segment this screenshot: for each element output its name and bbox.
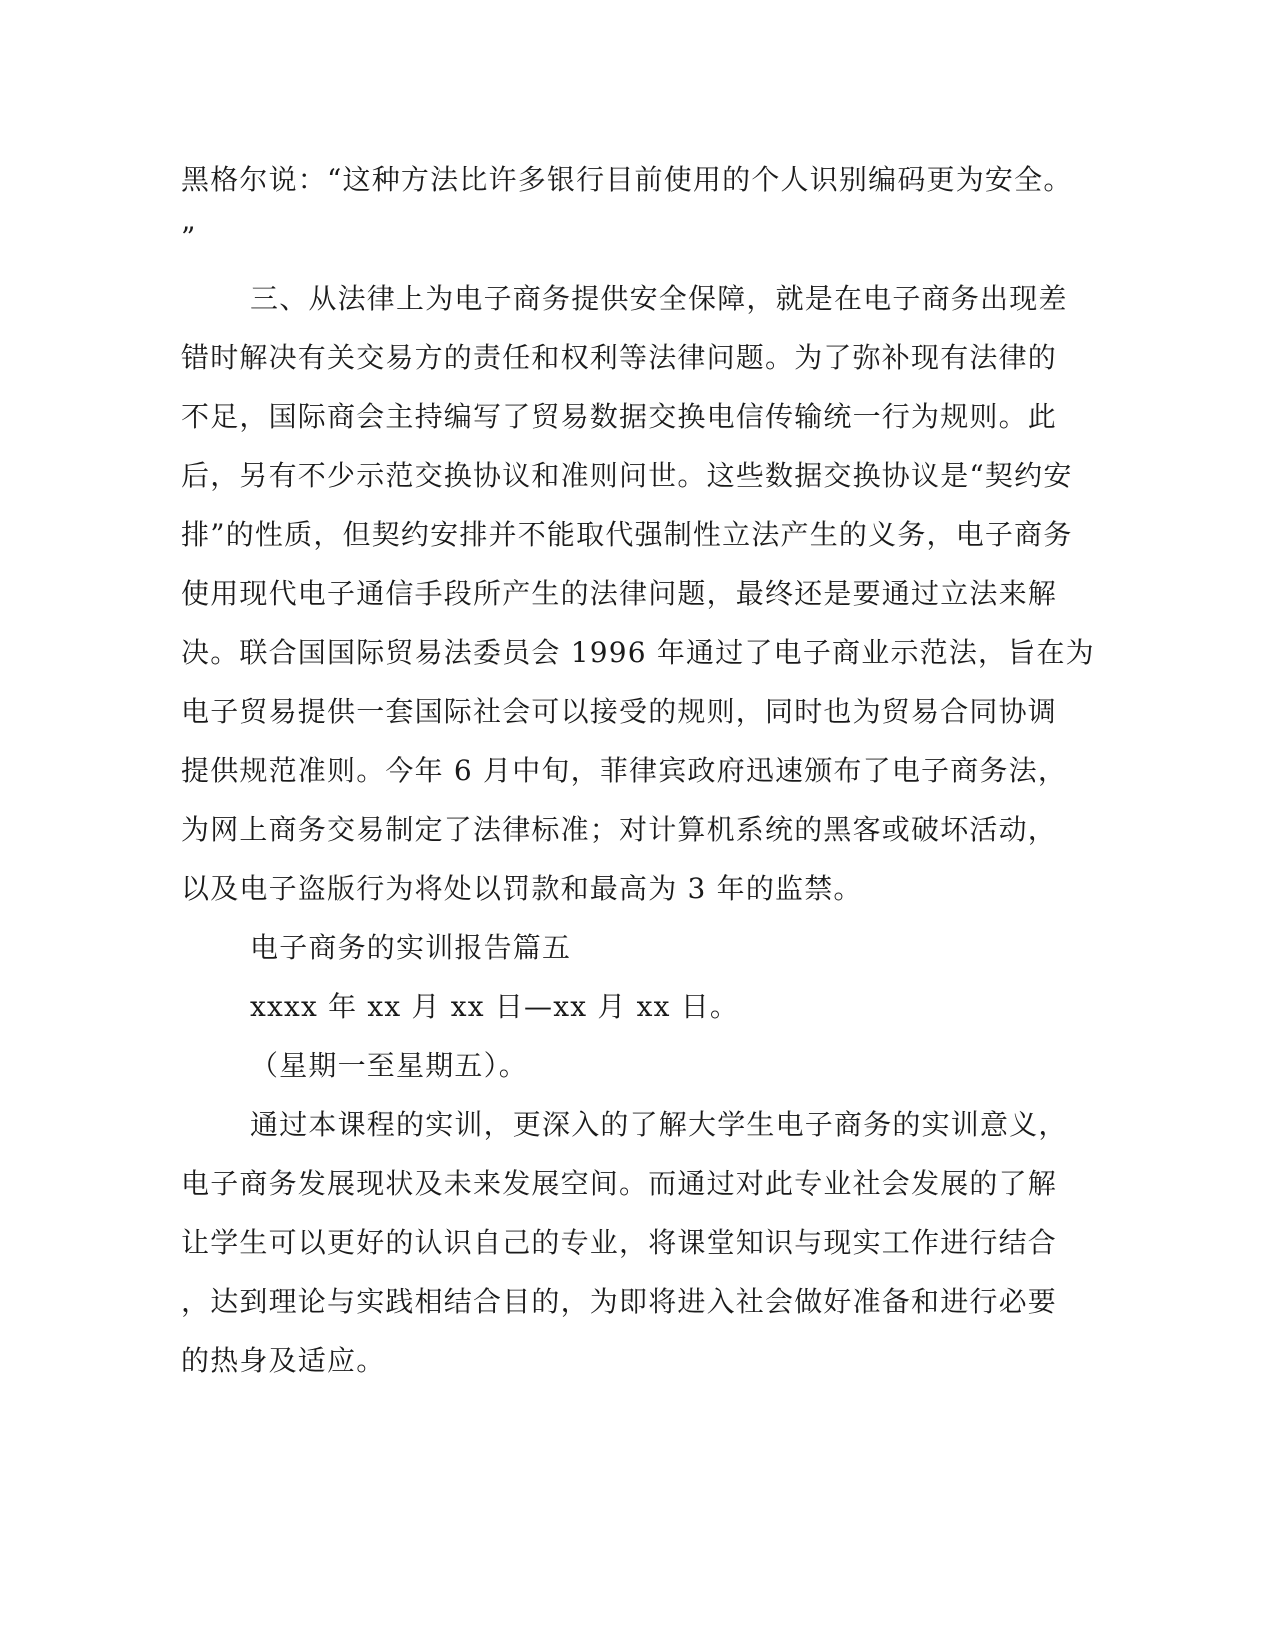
paragraph-line: 通过本课程的实训，更深入的了解大学生电子商务的实训意义，	[250, 1108, 1068, 1141]
section-heading: 电子商务的实训报告篇五	[250, 931, 572, 964]
paragraph-line: 电子贸易提供一套国际社会可以接受的规则，同时也为贸易合同协调	[181, 695, 1058, 728]
paragraph-line: 决。联合国国际贸易法委员会 1996 年通过了电子商业示范法，旨在为	[181, 636, 1095, 669]
paragraph-line: ，达到理论与实践相结合目的，为即将进入社会做好准备和进行必要	[181, 1285, 1058, 1318]
paragraph-line: 后，另有不少示范交换协议和准则问世。这些数据交换协议是“契约安	[181, 459, 1073, 492]
paragraph-line: 让学生可以更好的认识自己的专业，将课堂知识与现实工作进行结合	[181, 1226, 1058, 1259]
paragraph-line: 三、从法律上为电子商务提供安全保障，就是在电子商务出现差	[250, 282, 1068, 315]
paragraph-line: 为网上商务交易制定了法律标准；对计算机系统的黑客或破坏活动，	[181, 813, 1058, 846]
paragraph-line: 不足，国际商会主持编写了贸易数据交换电信传输统一行为规则。此	[181, 400, 1058, 433]
paragraph-line: 使用现代电子通信手段所产生的法律问题，最终还是要通过立法来解	[181, 577, 1058, 610]
paragraph-line: 电子商务发展现状及未来发展空间。而通过对此专业社会发展的了解	[181, 1167, 1058, 1200]
date-range: xxxx 年 xx 月 xx 日—xx 月 xx 日。	[250, 990, 740, 1023]
paragraph-line: 错时解决有关交易方的责任和权利等法律问题。为了弥补现有法律的	[181, 341, 1058, 374]
paragraph-line: 黑格尔说：“这种方法比许多银行目前使用的个人识别编码更为安全。	[181, 163, 1073, 196]
paragraph-line: ”	[181, 221, 197, 254]
paragraph-line: 的热身及适应。	[181, 1344, 386, 1377]
weekday-range: （星期一至星期五）。	[250, 1049, 529, 1082]
paragraph-line: 提供规范准则。今年 6 月中旬，菲律宾政府迅速颁布了电子商务法，	[181, 754, 1068, 787]
paragraph-line: 以及电子盗版行为将处以罚款和最高为 3 年的监禁。	[181, 872, 863, 905]
paragraph-line: 排”的性质，但契约安排并不能取代强制性立法产生的义务，电子商务	[181, 518, 1073, 551]
